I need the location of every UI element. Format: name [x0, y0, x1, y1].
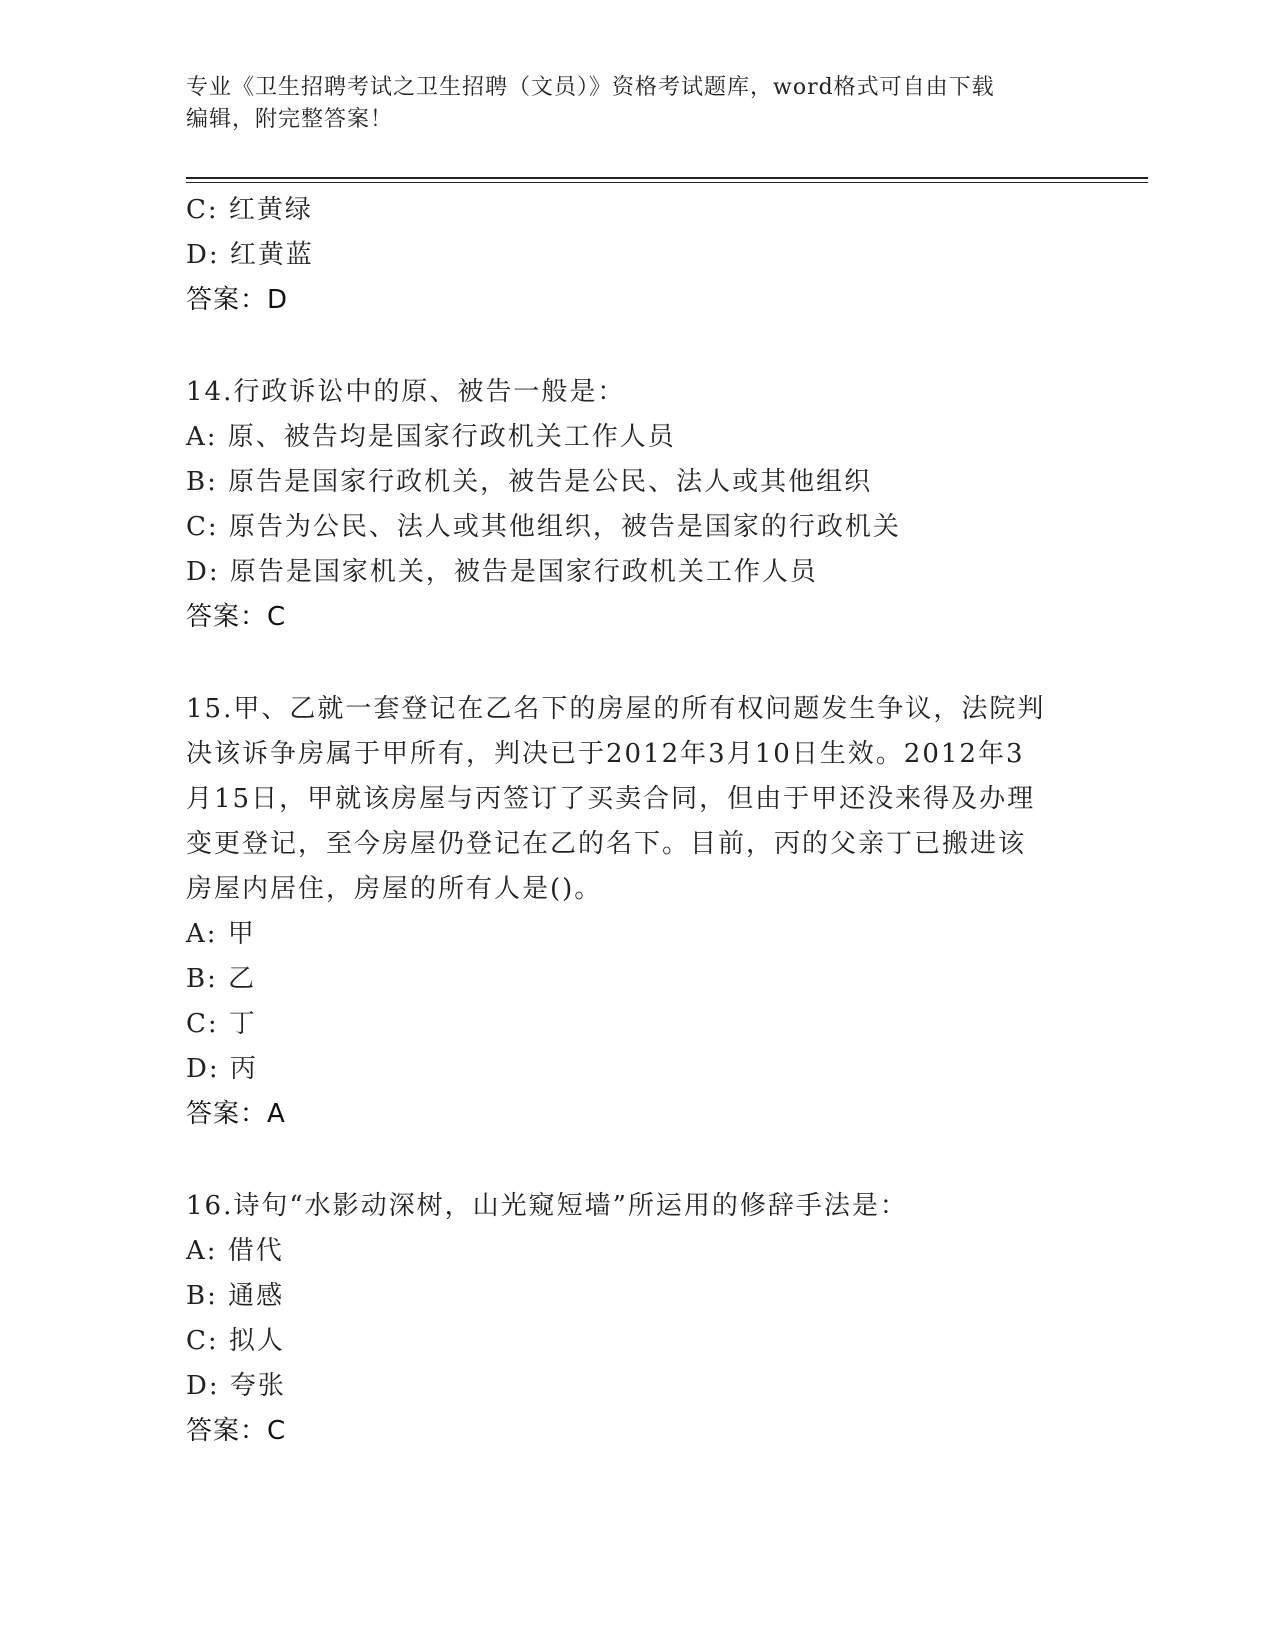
option-c: C: 原告为公民、法人或其他组织，被告是国家的行政机关	[186, 512, 901, 542]
question-16	[186, 1184, 1086, 1454]
option-d: D: 红黄蓝	[186, 240, 314, 270]
answer: 答案：C	[186, 602, 287, 632]
option-d: D: 夸张	[186, 1371, 286, 1401]
option-b: B: 通感	[186, 1281, 285, 1311]
answer: 答案：A	[186, 1099, 286, 1129]
option-b: B: 乙	[186, 964, 257, 994]
question-14	[186, 370, 1086, 640]
header-divider	[186, 177, 1148, 179]
question-text-line: 决该诉争房属于甲所有，判决已于2012年3月10日生效。2012年3	[186, 739, 1025, 769]
header-line-1: 专业《卫生招聘考试之卫生招聘（文员）》资格考试题库，word格式可自由下载	[186, 75, 995, 100]
question-15	[186, 687, 1086, 1137]
question-text: 16.诗句“水影动深树，山光窥短墙”所运用的修辞手法是：	[186, 1191, 908, 1221]
option-a: A: 原、被告均是国家行政机关工作人员	[186, 422, 676, 452]
question-content	[186, 188, 1086, 1454]
answer: 答案：C	[186, 1416, 287, 1446]
option-a: A: 借代	[186, 1236, 284, 1266]
header-line-2: 编辑，附完整答案！	[186, 107, 394, 132]
question-text-line: 月15日，甲就该房屋与丙签订了买卖合同，但由于甲还没来得及办理	[186, 784, 1036, 814]
option-d: D: 原告是国家机关，被告是国家行政机关工作人员	[186, 557, 818, 587]
page-header	[186, 72, 1086, 136]
question-text-line: 变更登记，至今房屋仍登记在乙的名下。目前，丙的父亲丁已搬进该	[186, 829, 1027, 859]
option-c: C: 红黄绿	[186, 195, 313, 225]
spacer	[186, 323, 1086, 370]
answer: 答案：D	[186, 285, 289, 315]
spacer	[186, 640, 1086, 687]
question-text-line: 房屋内居住，房屋的所有人是()。	[186, 874, 603, 904]
option-d: D: 丙	[186, 1054, 258, 1084]
option-c: C: 拟人	[186, 1326, 285, 1356]
spacer	[186, 1137, 1086, 1184]
question-text: 14.行政诉讼中的原、被告一般是：	[186, 377, 626, 407]
option-b: B: 原告是国家行政机关，被告是公民、法人或其他组织	[186, 467, 873, 497]
option-a: A: 甲	[186, 919, 256, 949]
question-13-tail	[186, 188, 1086, 323]
question-text-line: 15.甲、乙就一套登记在乙名下的房屋的所有权问题发生争议，法院判	[186, 694, 1046, 724]
header-divider-thin	[186, 182, 1148, 183]
option-c: C: 丁	[186, 1009, 257, 1039]
